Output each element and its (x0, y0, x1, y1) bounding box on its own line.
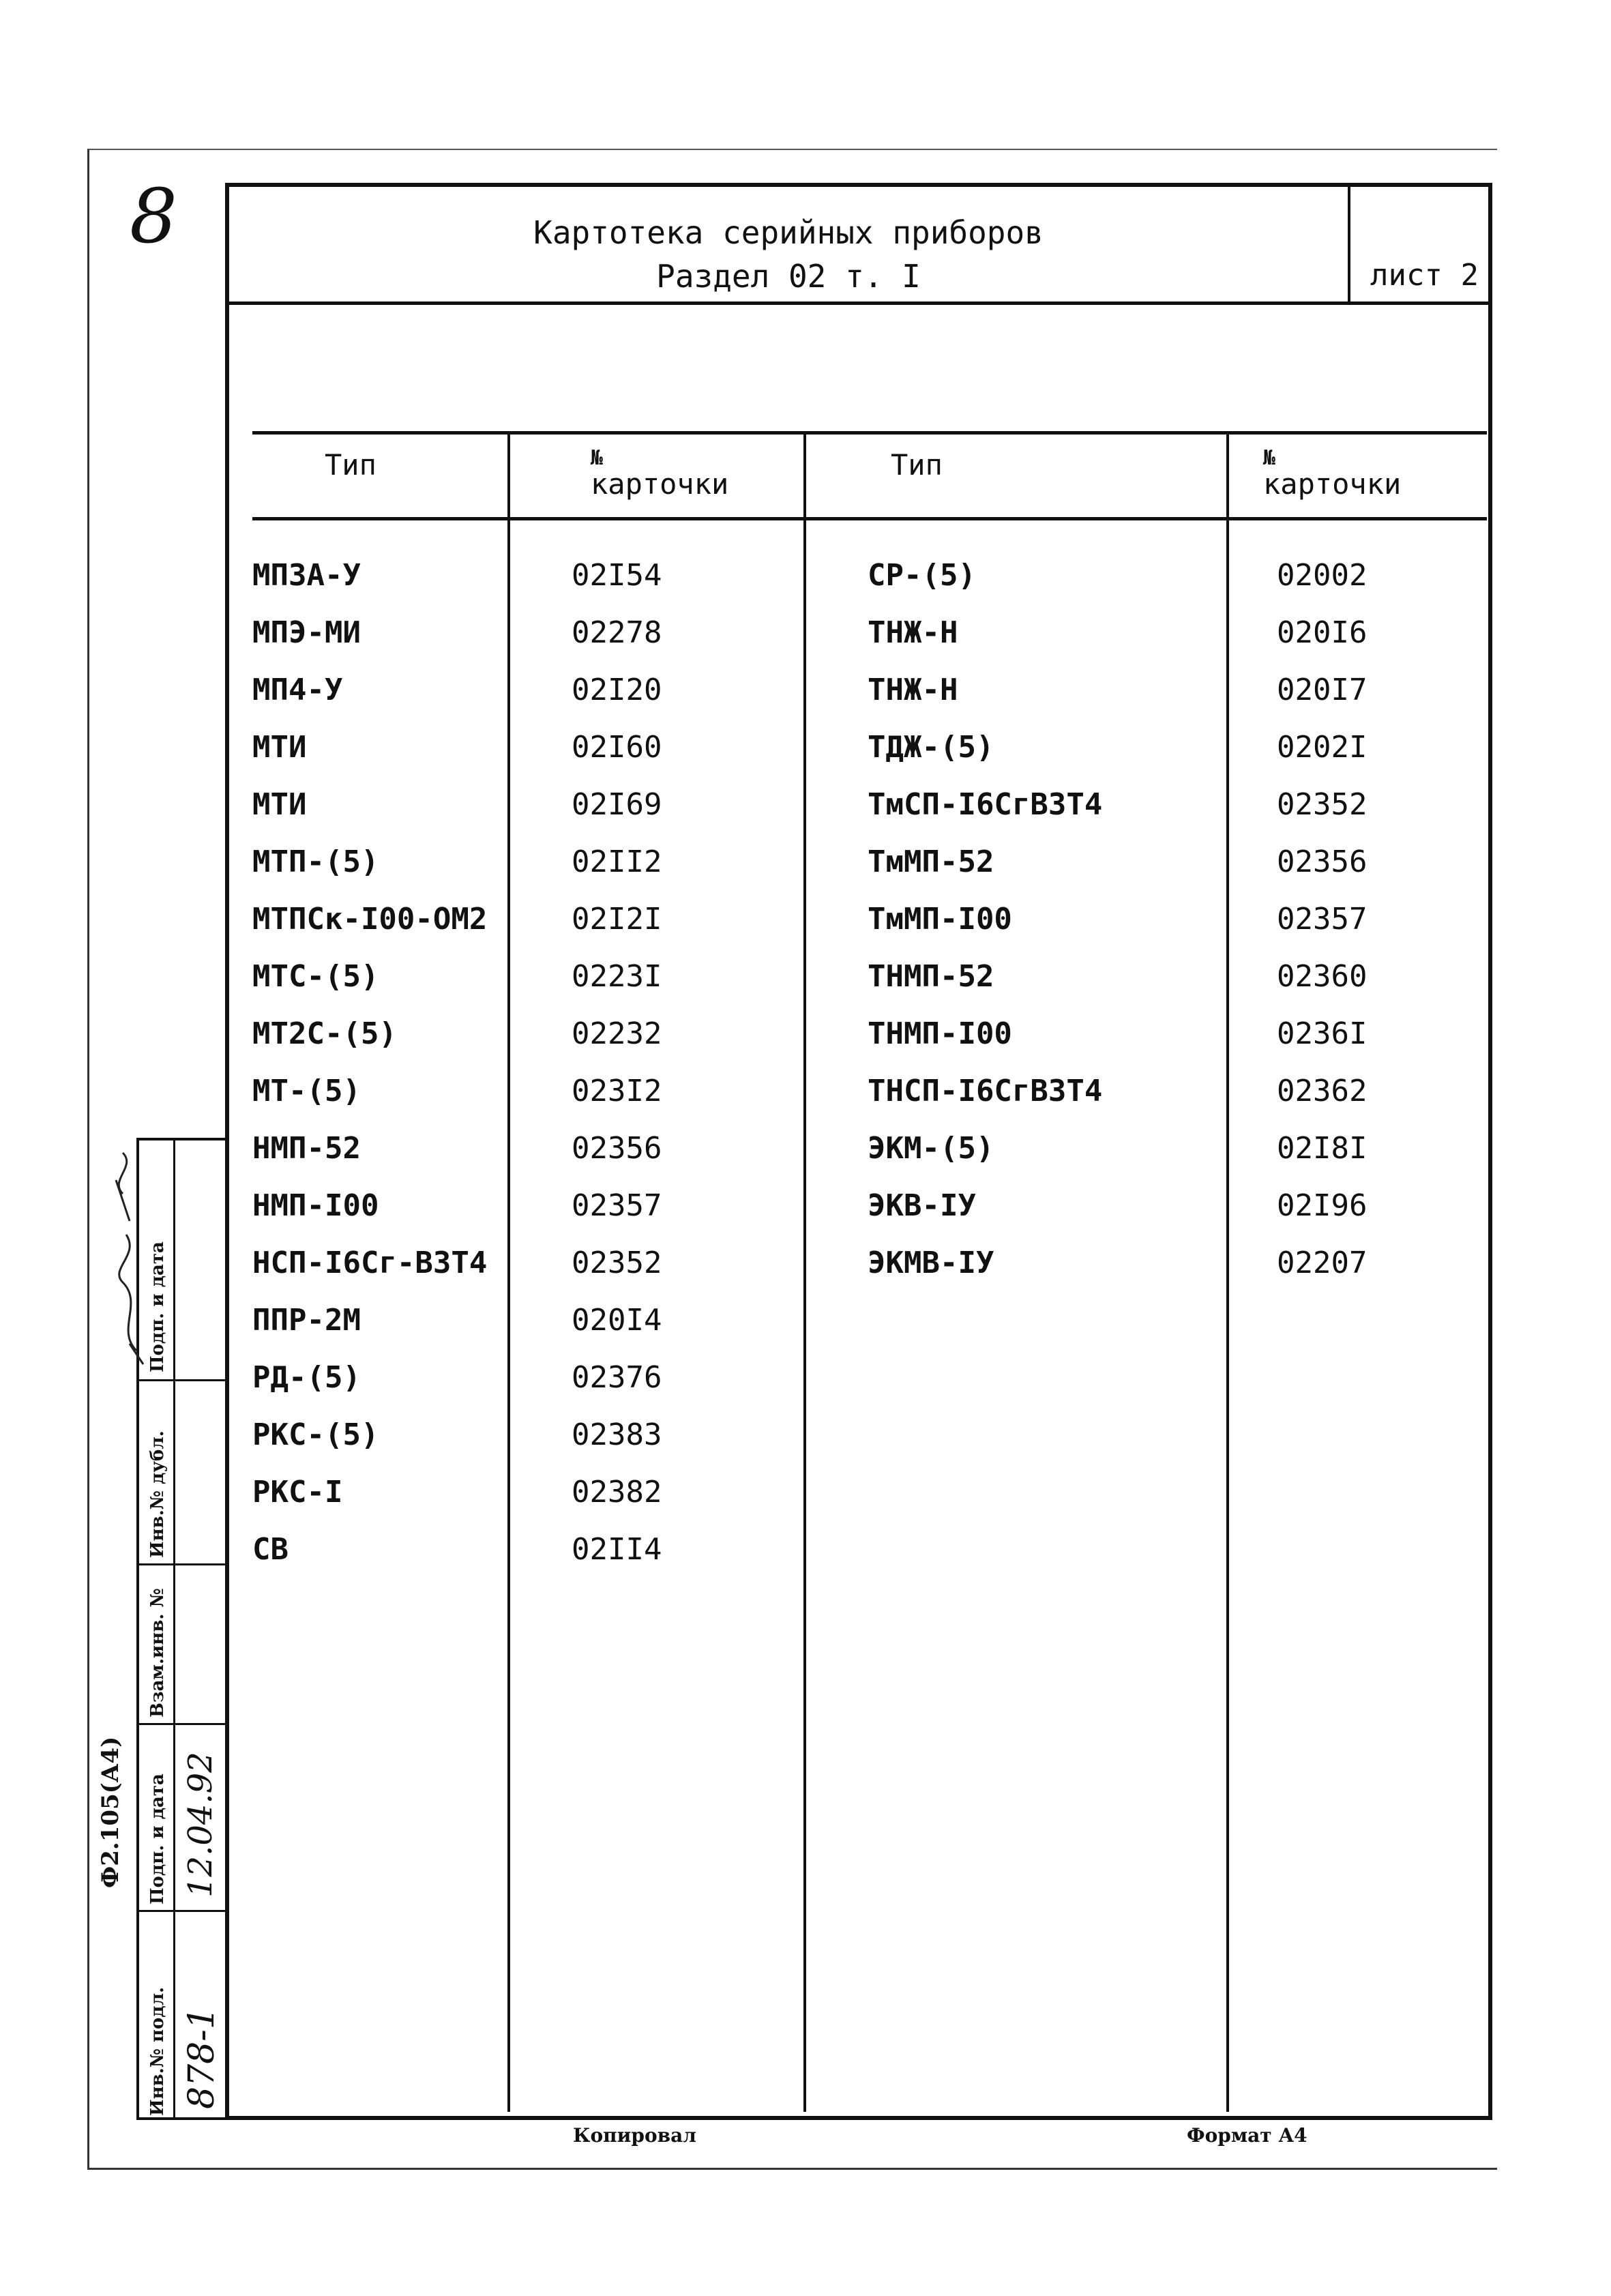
format-code: Ф2.105(А4) (97, 1736, 124, 1888)
row-type: РКС-(5) (252, 1417, 379, 1452)
title-block (229, 187, 1488, 305)
row-type: МТИ (252, 730, 307, 765)
row-type: МПЭ-МИ (252, 615, 361, 650)
row-type: МТ2С-(5) (252, 1016, 397, 1051)
format-label: Формат А4 (1187, 2124, 1307, 2147)
row-type: ЭКВ-IУ (868, 1188, 976, 1223)
row-card-number: 02278 (572, 615, 662, 650)
row-card-number: 02376 (572, 1360, 662, 1395)
row-card-number: 02357 (572, 1188, 662, 1223)
header-card-right (1263, 447, 1401, 499)
number-sign: № (1263, 446, 1276, 470)
stamp-divider (139, 1910, 228, 1912)
row-card-number: 02I2I (572, 902, 662, 937)
row-type: ТмСП-I6СгВЗТ4 (868, 787, 1103, 822)
row-type: ППР-2М (252, 1303, 361, 1338)
row-card-number: 02356 (572, 1131, 662, 1166)
column-divider (507, 431, 510, 2112)
row-card-number: 02I8I (1277, 1131, 1368, 1166)
stamp-divider (139, 1563, 228, 1565)
row-type: РКС-I (252, 1475, 343, 1510)
row-type: НСП-I6Сг-ВЗТ4 (252, 1246, 488, 1280)
row-card-number: 02352 (1277, 787, 1368, 822)
row-card-number: 0202I (1277, 730, 1368, 765)
header-card-label: карточки (1263, 467, 1402, 501)
row-card-number: 02383 (572, 1417, 662, 1452)
handwritten-inv-number: 878-1 (181, 2007, 222, 2109)
row-card-number: 02207 (1277, 1246, 1368, 1280)
stamp-divider (139, 1379, 228, 1381)
row-card-number: 02I60 (572, 730, 662, 765)
stamp-divider (139, 1723, 228, 1725)
row-card-number: 02362 (1277, 1074, 1368, 1108)
row-card-number: 02352 (572, 1246, 662, 1280)
column-divider (1226, 431, 1229, 2112)
row-card-number: 020I7 (1277, 673, 1368, 707)
row-card-number: 02002 (1277, 558, 1368, 593)
row-type: ТДЖ-(5) (868, 730, 994, 765)
row-card-number: 02357 (1277, 902, 1368, 937)
row-type: РД-(5) (252, 1360, 361, 1395)
stamp-label-replace-inv: Взам.инв. № (147, 1588, 168, 1718)
row-type: ТНЖ-Н (868, 615, 958, 650)
row-card-number: 02360 (1277, 959, 1368, 994)
row-type: МТПСк-I00-ОМ2 (252, 902, 488, 937)
row-card-number: 0223I (572, 959, 662, 994)
row-type: ТНМП-I00 (868, 1016, 1012, 1051)
row-card-number: 020I6 (1277, 615, 1368, 650)
row-card-number: 0236I (1277, 1016, 1368, 1051)
row-type: МТС-(5) (252, 959, 379, 994)
stamp-label-dup-inv: Инв.№ дубл. (147, 1430, 168, 1558)
row-type: ТНСП-I6СгВЗТ4 (868, 1074, 1103, 1108)
row-card-number: 02II2 (572, 844, 662, 879)
row-type: СВ (252, 1532, 289, 1567)
row-type: ЭКМВ-IУ (868, 1246, 994, 1280)
row-card-number: 02I54 (572, 558, 662, 593)
handwritten-date: 12.04.92 (181, 1752, 220, 1898)
row-card-number: 02382 (572, 1475, 662, 1510)
row-type: ТНЖ-Н (868, 673, 958, 707)
row-type: МТП-(5) (252, 844, 379, 879)
header-type-right: Тип (891, 448, 943, 482)
row-card-number: 02I69 (572, 787, 662, 822)
row-type: МТИ (252, 787, 307, 822)
table-top-rule (252, 431, 1487, 435)
number-sign: № (591, 446, 604, 470)
document-subtitle: Раздел 02 т. I (656, 258, 921, 295)
row-type: ТмМП-I00 (868, 902, 1012, 937)
header-card-left (591, 447, 728, 499)
header-card-label: карточки (591, 467, 729, 501)
header-type-left: Тип (325, 448, 376, 482)
row-type: НМП-52 (252, 1131, 361, 1166)
row-card-number: 023I2 (572, 1074, 662, 1108)
row-card-number: 02356 (1277, 844, 1368, 879)
row-type: СР-(5) (868, 558, 976, 593)
page-number: 8 (130, 173, 177, 260)
row-type: ТНМП-52 (868, 959, 994, 994)
row-type: ТмМП-52 (868, 844, 994, 879)
row-card-number: 02I96 (1277, 1188, 1368, 1223)
row-type: НМП-I00 (252, 1188, 379, 1223)
stamp-divider (173, 1140, 175, 2117)
handwritten-signature (102, 1139, 157, 1371)
row-card-number: 02II4 (572, 1532, 662, 1567)
row-type: ЭКМ-(5) (868, 1131, 994, 1166)
row-card-number: 02232 (572, 1016, 662, 1051)
table-header-rule (252, 517, 1487, 520)
sheet-label: лист 2 (1370, 258, 1479, 293)
stamp-label-sign-date-2: Подп. и дата (147, 1241, 168, 1372)
column-divider (803, 431, 806, 2112)
sheet-cell (1348, 187, 1488, 301)
row-type: МПЗА-У (252, 558, 361, 593)
row-type: МТ-(5) (252, 1074, 361, 1108)
copied-label: Копировал (573, 2124, 697, 2147)
row-card-number: 020I4 (572, 1303, 662, 1338)
stamp-label-inv: Инв.№ подл. (147, 1986, 168, 2116)
row-card-number: 02I20 (572, 673, 662, 707)
document-title: Картотека серийных приборов (533, 214, 1044, 251)
stamp-label-sign-date: Подп. и дата (147, 1773, 168, 1904)
row-type: МП4-У (252, 673, 343, 707)
